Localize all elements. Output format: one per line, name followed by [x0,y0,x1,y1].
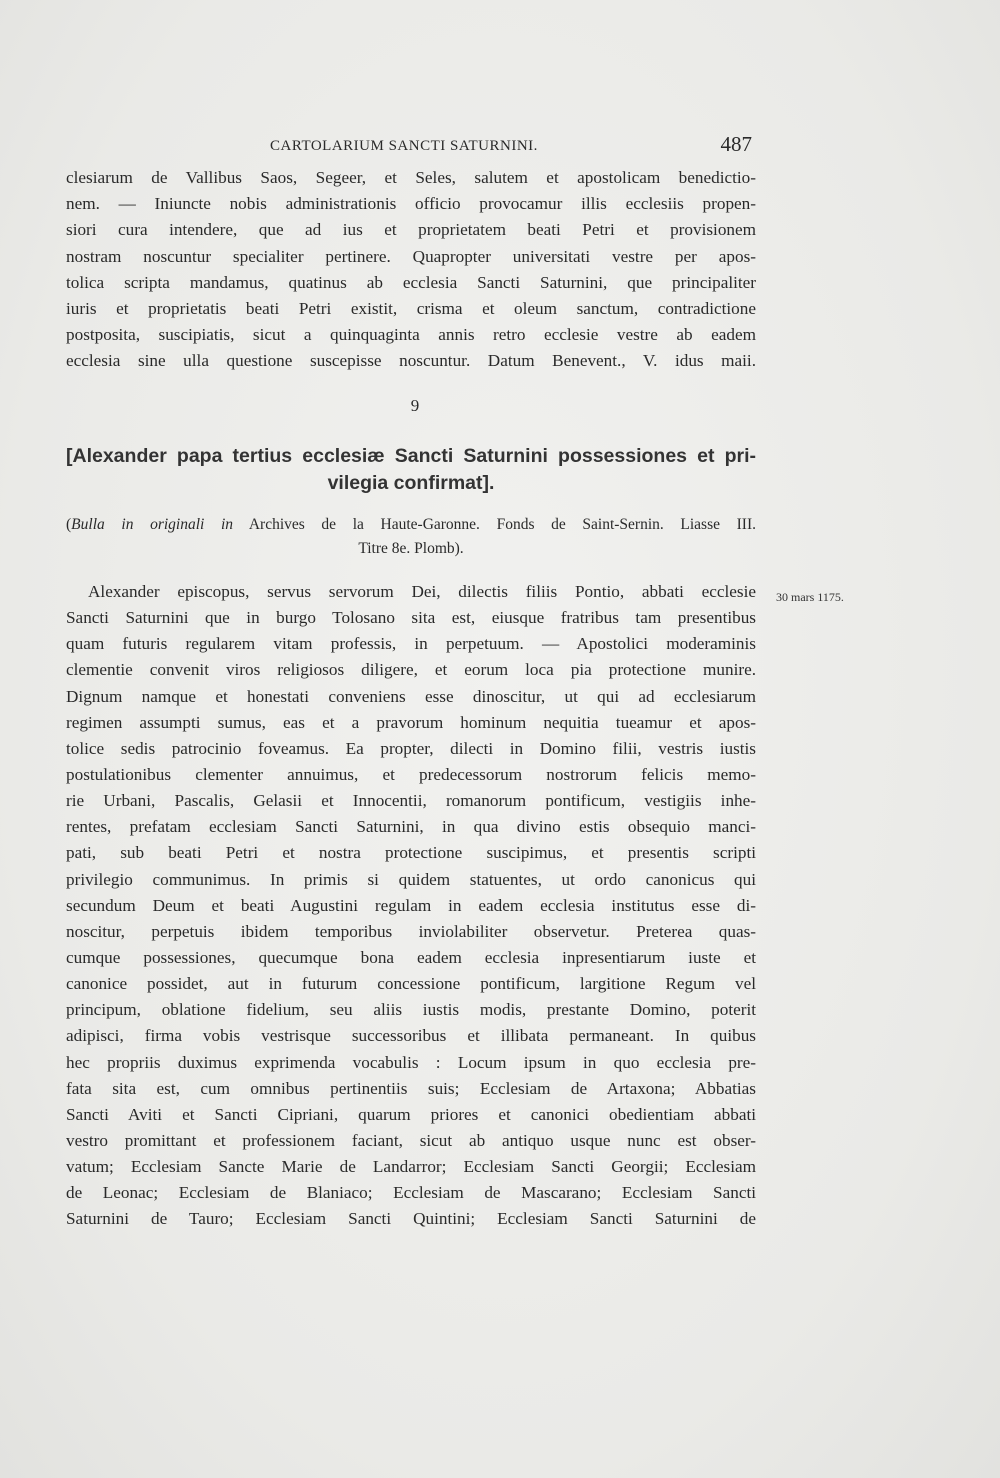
text-line: Dignum namque et honestati conveniens esse dinoscitur, ut qui ad ecclesiarum [66,686,756,706]
text-line: siori cura intendere, que ad ius et proprietatem beati Petri et provisionem [66,220,756,240]
source-line [66,513,756,537]
text-line: cumque possessiones, quecumque bona eadem ecclesia inpresentiarum iuste et [66,947,756,967]
date-margin-note: 30 mars 1175. [776,590,844,604]
text-line: clementie convenit viros religiosos diligere, et eorum loca pia protectione munire. [66,660,756,680]
text-line: postulationibus clementer annuimus, et predecessorum nostrorum felicis memo- [66,764,756,784]
text-line: privilegio communimus. In primis si quidem statuentes, ut ordo canonicus qui [66,869,756,889]
text-line: ecclesia sine ulla questione suscepisse noscuntur. Datum Benevent., V. idus maii. [66,351,756,371]
text-line: quam futuris regularem vitam professis, in perpetuum. — Apostolici moderaminis [66,634,756,654]
text-line: vatum; Ecclesiam Sancte Marie de Landarror; Ecclesiam Sancti Georgii; Ecclesiam [66,1157,756,1177]
text-line: clesiarum de Vallibus Saos, Segeer, et Seles, salutem et apostolicam benedictio- [66,168,756,187]
text-line: rie Urbani, Pascalis, Gelasii et Innocentii, romanorum pontificum, vestigiis inhe- [66,791,756,811]
source-citation [66,513,756,561]
document-title [66,443,756,497]
page-header [66,132,756,162]
text-line: fata sita est, cum omnibus pertinentiis suis; Ecclesiam de Artaxona; Abbatias [66,1078,756,1098]
bull-text [66,579,756,1233]
text-line: hec propriis duximus exprimenda vocabulis : Locum ipsum in quo ecclesia pre- [66,1052,756,1072]
text-line: rentes, prefatam ecclesiam Sancti Saturnini, in qua divino estis obsequio manci- [66,817,756,837]
page-number: 487 [720,132,752,156]
text-line: noscitur, perpetuis ibidem temporibus inviolabiliter observetur. Preterea quas- [66,921,756,941]
text-line: regimen assumpti sumus, eas et a pravorum hominum nequitia tueamur et apos- [66,712,756,732]
text-line: iuris et proprietatis beati Petri existit, crisma et oleum sanctum, contradictione [66,298,756,318]
text-line: principum, oblatione fidelium, seu aliis iustis modis, prestante Domino, poterit [66,1000,756,1020]
text-line: Sancti Saturnini que in burgo Tolosano sita est, eiusque fratribus tam presentibus [66,608,756,628]
text-line: nem. — Iniuncte nobis administrationis officio provocamur illis ecclesiis propen- [66,194,756,214]
text-line: nostram noscuntur specialiter pertinere. Quapropter universitati vestre per apos- [66,246,756,266]
running-head: CARTOLARIUM SANCTI SATURNINI. [270,138,538,154]
source-open-paren: ( [66,516,72,533]
text-line: Alexander episcopus, servus servorum Dei, dilectis filiis Pontio, abbati ecclesie [88,582,756,601]
document-number: 9 [410,396,420,415]
text-line: secundum Deum et beati Augustini regulam in eadem ecclesia institutus esse di- [66,895,756,915]
title-line: [Alexander papa tertius ecclesiæ Sancti Saturnini possessiones et pri- [66,445,756,467]
title-line: vilegia confirmat]. [327,472,495,494]
text-line: de Leonac; Ecclesiam de Blaniaco; Ecclesiam de Mascarano; Ecclesiam Sancti [66,1183,756,1203]
source-line: Titre 8e. Plomb). [358,540,464,557]
text-line: vestro promittant et professionem faciant, sicut ab antiquo usque nunc est obser- [66,1130,756,1150]
continuation-paragraph [66,165,756,375]
text-line: postposita, suscipiatis, sicut a quinquaginta annis retro ecclesie vestre ab eadem [66,325,756,345]
text-line: canonice possidet, aut in futurum concessione pontificum, largitione Regum vel [66,974,756,994]
source-archive: Archives de la Haute-Garonne. Fonds de Saint-Sernin. Liasse III. [233,516,756,533]
text-line: adipisci, firma vobis vestrisque successoribus et illibata permaneant. In quibus [66,1026,756,1046]
text-line: Sancti Aviti et Sancti Cipriani, quarum priores et canonici obedientiam abbati [66,1104,756,1124]
text-line: tolice sedis patrocinio foveamus. Ea propter, dilecti in Domino filii, vestris iustis [66,738,756,758]
source-italic: Bulla in originali in [71,516,234,533]
text-line: Saturnini de Tauro; Ecclesiam Sancti Quintini; Ecclesiam Sancti Saturnini de [66,1209,756,1229]
text-line: tolica scripta mandamus, quatinus ab ecclesia Sancti Saturnini, que principaliter [66,272,756,292]
text-line: pati, sub beati Petri et nostra protectione suscipimus, et presentis scripti [66,843,756,863]
